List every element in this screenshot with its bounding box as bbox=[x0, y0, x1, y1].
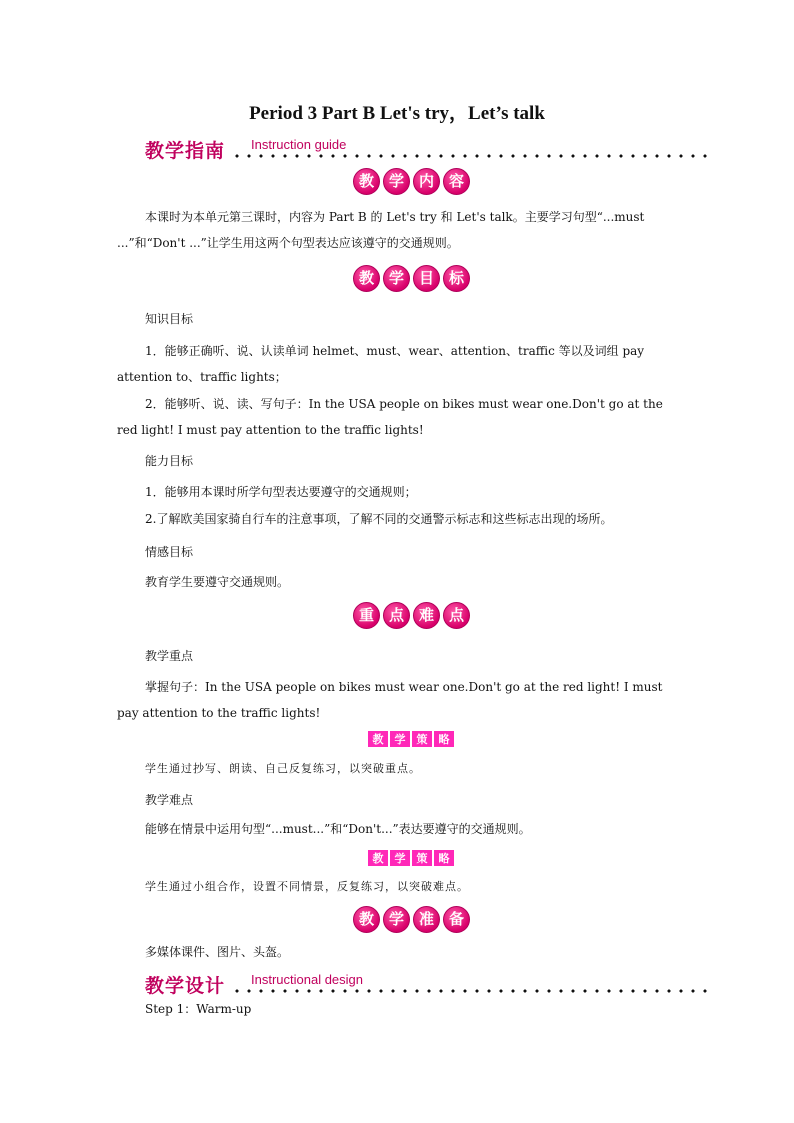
preparation-text: 多媒体课件、图片、头盔。 bbox=[145, 945, 290, 959]
strategy-tag bbox=[368, 731, 454, 747]
badge-char: 教 bbox=[353, 168, 380, 195]
section-title-zh: 教学设计 bbox=[145, 975, 226, 997]
tag-char: 略 bbox=[434, 731, 454, 747]
badge-char: 目 bbox=[413, 265, 440, 292]
teaching-focus-text: 掌握句子：In the USA people on bikes must wear one.Don't go at the red light! I must pay attention to the traffic lights! bbox=[117, 680, 663, 720]
content-paragraph: 本课时为本单元第三课时，内容为 Part B 的 Let's try 和 Let's talk。主要学习句型“...must ...”和“Don't ...”让学生用这两个句型表达应该遵守的交通规则。 bbox=[117, 210, 645, 250]
keypoints-badge bbox=[353, 602, 470, 629]
knowledge-goal-2: 2．能够听、说、读、写句子：In the USA people on bikes must wear one.Don't go at the red light! I must pay attention to the traffic lights! bbox=[117, 397, 663, 437]
instruction-guide-header bbox=[145, 136, 710, 166]
tag-char: 策 bbox=[412, 731, 432, 747]
badge-char: 备 bbox=[443, 906, 470, 933]
step-1-heading: Step 1：Warm-up bbox=[145, 1002, 252, 1016]
section-title-zh: 教学指南 bbox=[145, 140, 226, 162]
badge-char: 教 bbox=[353, 265, 380, 292]
tag-char: 教 bbox=[368, 731, 388, 747]
tag-char: 学 bbox=[390, 731, 410, 747]
badge-char: 准 bbox=[413, 906, 440, 933]
dotted-divider bbox=[231, 988, 710, 994]
knowledge-goals-label: 知识目标 bbox=[145, 312, 194, 326]
goals-badge bbox=[353, 265, 470, 292]
content-badge bbox=[353, 168, 470, 195]
badge-char: 重 bbox=[353, 602, 380, 629]
ability-goal-2: 2.了解欧美国家骑自行车的注意事项，了解不同的交通警示标志和这些标志出现的场所。 bbox=[145, 512, 613, 526]
badge-char: 内 bbox=[413, 168, 440, 195]
badge-char: 点 bbox=[383, 602, 410, 629]
section-title-en: Instructional design bbox=[251, 972, 364, 987]
tag-char: 策 bbox=[412, 850, 432, 866]
focus-strategy-text: 学生通过抄写、朗读、自己反复练习，以突破重点。 bbox=[145, 762, 421, 775]
tag-char: 学 bbox=[390, 850, 410, 866]
page-title: Period 3 Part B Let's try，Let’s talk bbox=[249, 103, 545, 124]
emotion-goals-label: 情感目标 bbox=[145, 545, 194, 559]
badge-char: 教 bbox=[353, 906, 380, 933]
badge-char: 容 bbox=[443, 168, 470, 195]
badge-char: 学 bbox=[383, 168, 410, 195]
section-title-en: Instruction guide bbox=[251, 137, 347, 152]
teaching-difficulty-text: 能够在情景中运用句型“...must...”和“Don't...”表达要遵守的交通规则。 bbox=[145, 822, 531, 836]
badge-char: 学 bbox=[383, 265, 410, 292]
tag-char: 略 bbox=[434, 850, 454, 866]
badge-char: 学 bbox=[383, 906, 410, 933]
teaching-difficulty-label: 教学难点 bbox=[145, 793, 194, 807]
emotion-goal-1: 教育学生要遵守交通规则。 bbox=[145, 575, 290, 589]
knowledge-goal-1: 1．能够正确听、说、认读单词 helmet、must、wear、attention、traffic 等以及词组 pay attention to、traffic lights； bbox=[117, 344, 645, 384]
badge-char: 难 bbox=[413, 602, 440, 629]
strategy-tag bbox=[368, 850, 454, 866]
tag-char: 教 bbox=[368, 850, 388, 866]
difficulty-strategy-text: 学生通过小组合作，设置不同情景，反复练习，以突破难点。 bbox=[145, 880, 469, 893]
teaching-focus-label: 教学重点 bbox=[145, 649, 194, 663]
dotted-divider bbox=[231, 153, 710, 159]
ability-goals-label: 能力目标 bbox=[145, 454, 194, 468]
badge-char: 点 bbox=[443, 602, 470, 629]
badge-char: 标 bbox=[443, 265, 470, 292]
preparation-badge bbox=[353, 906, 470, 933]
ability-goal-1: 1．能够用本课时所学句型表达要遵守的交通规则； bbox=[145, 485, 417, 499]
